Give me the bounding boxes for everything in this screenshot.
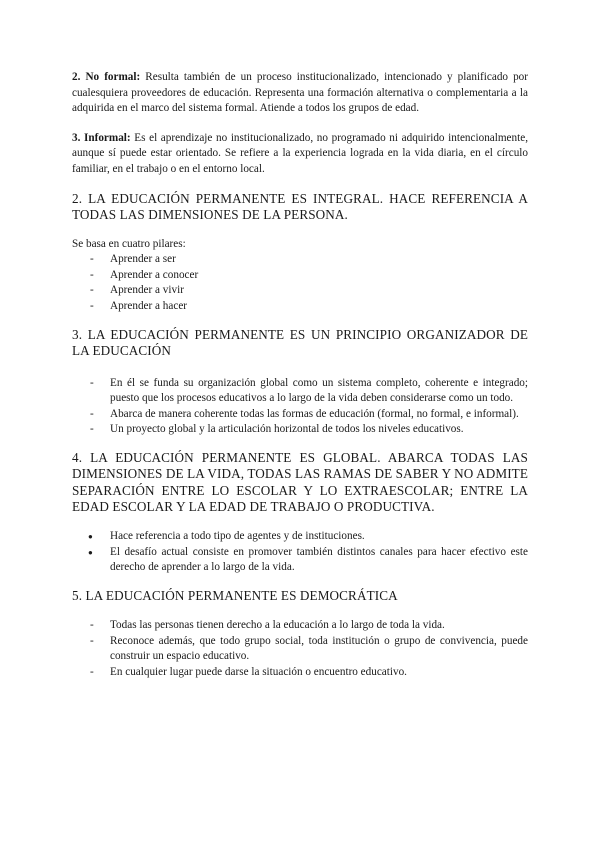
list-item: - Un proyecto global y la articulación horizontal de todos los niveles educativos. — [72, 422, 528, 438]
list-item: - Aprender a hacer — [72, 299, 528, 315]
definition-informal: Es el aprendizaje no institucionalizado, no programado ni adquirido intencionalmente, aunque sí puede estar orientado. Se refiere a la experiencia lograda en la vida diaria, en el círculo familiar, en el trabajo o en el entorno local. — [72, 131, 528, 175]
list-item: - En cualquier lugar puede darse la situación o encuentro educativo. — [72, 665, 528, 681]
list-item: - Aprender a ser — [72, 252, 528, 268]
paragraph-informal — [72, 131, 528, 178]
list-item: - Abarca de manera coherente todas las formas de educación (formal, no formal, e informal). — [72, 407, 528, 423]
term-no-formal: 2. No formal: — [72, 71, 141, 83]
section-heading-5: 5. LA EDUCACIÓN PERMANENTE ES DEMOCRÁTICA — [72, 587, 398, 603]
pillars-list — [72, 252, 528, 314]
list-item: - Todas las personas tienen derecho a la educación a lo largo de toda la vida. — [72, 618, 528, 634]
section-heading-2: 2. LA EDUCACIÓN PERMANENTE ES INTEGRAL. HACE REFERENCIA A TODAS LAS DIMENSIONES DE LA PERSONA. — [72, 190, 528, 223]
section-4-list — [72, 529, 528, 576]
list-item: ● El desafío actual consiste en promover también distintos canales para hacer efectivo este derecho de aprender a lo largo de la vida. — [72, 545, 528, 576]
section-5-list — [72, 618, 528, 680]
list-item: - Reconoce además, que todo grupo social, toda institución o grupo de convivencia, puede construir un espacio educativo. — [72, 634, 528, 665]
term-informal: 3. Informal: — [72, 131, 131, 144]
list-item: - Aprender a conocer — [72, 268, 528, 284]
list-item: ● Hace referencia a todo tipo de agentes y de instituciones. — [72, 529, 528, 545]
section-3-list — [72, 376, 528, 438]
definition-no-formal: Resulta también de un proceso institucionalizado, intencionado y planificado por cualesquiera proveedores de educación. Representa una formación alternativa o complementaria a la adquirida en el marco del sistema formal. Atiende a todos los grupos de edad. — [72, 71, 528, 115]
list-item: - En él se funda su organización global como un sistema completo, coherente e integrado; puesto que los procesos educativos a lo largo de la vida deben considerarse como un todo. — [72, 376, 528, 407]
list-item: - Aprender a vivir — [72, 283, 528, 299]
section-heading-4: 4. LA EDUCACIÓN PERMANENTE ES GLOBAL. ABARCA TODAS LAS DIMENSIONES DE LA VIDA, TODAS LAS RAMAS DE SABER Y NO ADMITE SEPARACIÓN ENTRE LO ESCOLAR Y LO EXTRAESCOLAR; ENTRE LA EDAD ESCOLAR Y LA EDAD DE TRABAJO O PRODUCTIVA. — [72, 449, 528, 515]
section-2-intro: Se basa en cuatro pilares: — [72, 237, 186, 250]
section-heading-3: 3. LA EDUCACIÓN PERMANENTE ES UN PRINCIPIO ORGANIZADOR DE LA EDUCACIÓN — [72, 326, 528, 359]
paragraph-no-formal — [72, 70, 528, 117]
